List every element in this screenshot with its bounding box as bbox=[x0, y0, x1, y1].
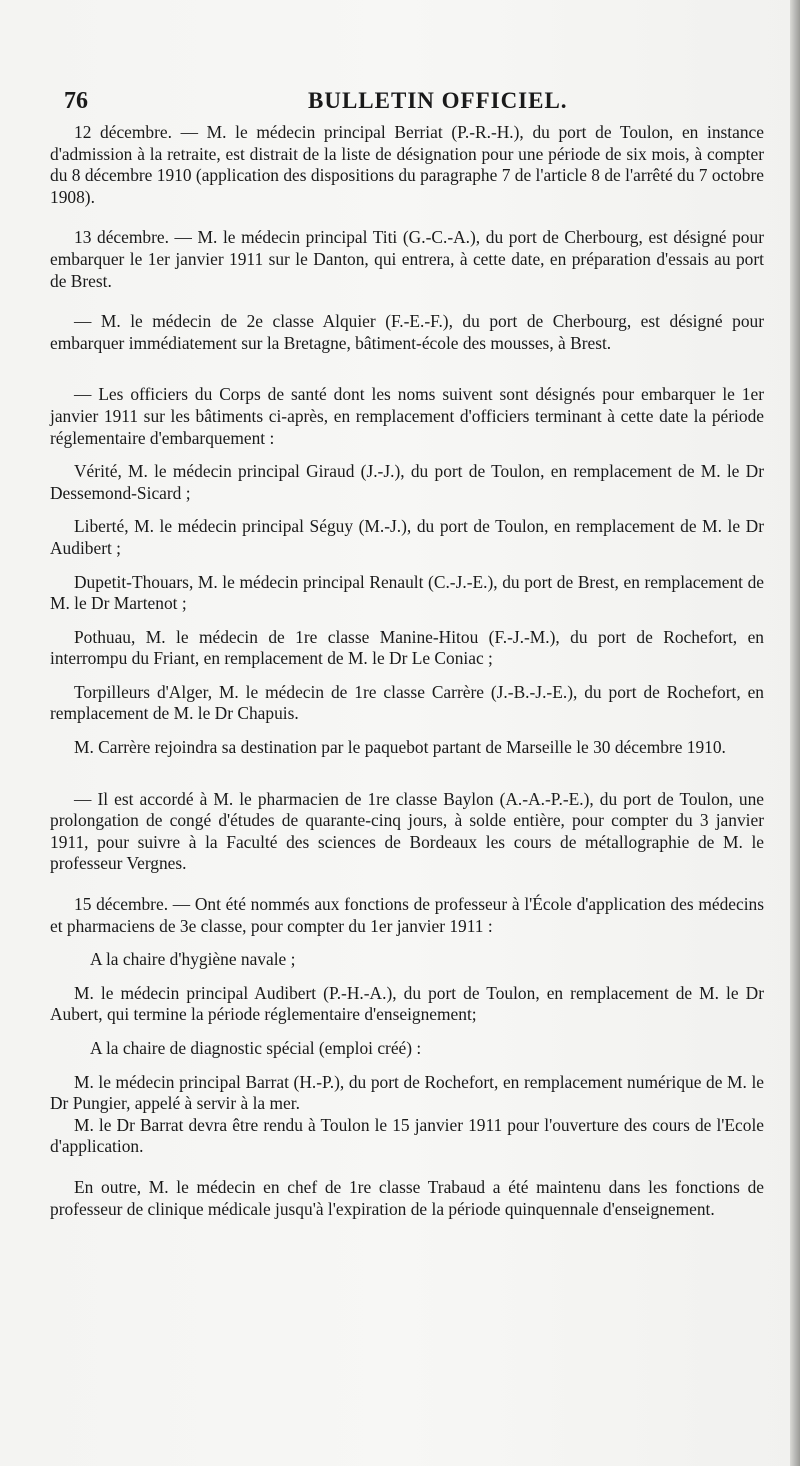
paragraph-barrat-toulon: M. le Dr Barrat devra être rendu à Toulon le 15 janvier 1911 pour l'ouverture des cours de l'Ecole d'application. bbox=[50, 1114, 764, 1157]
paragraph-verite: Vérité, M. le médecin principal Giraud (J.-J.), du port de Toulon, en remplacement de M. le Dr Dessemond-Sicard ; bbox=[50, 461, 764, 503]
paragraph-baylon: — Il est accordé à M. le pharmacien de 1re classe Baylon (A.-A.-P.-E.), du port de Toulon, une prolongation de congé d'études de quarante-cinq jours, à solde entière, pour compter du 3 janvier 1911, pour suivre à la Faculté des sciences de Bordeaux les cours de métallographie de M. le professeur Vergnes. bbox=[50, 788, 764, 874]
page-number: 76 bbox=[64, 88, 88, 114]
paragraph-embarquement-intro: — Les officiers du Corps de santé dont les noms suivent sont désignés pour embarquer le 1er janvier 1911 sur les bâtiments ci-après, en remplacement d'officiers terminant à cette date la période réglementaire d'embarquement : bbox=[50, 384, 764, 448]
paragraph-alquier: — M. le médecin de 2e classe Alquier (F.-E.-F.), du port de Cherbourg, est désigné pour embarquer immédiatement sur la Bretagne, bâtiment-école des mousses, à Brest. bbox=[50, 311, 764, 353]
paragraph-dupetit-thouars: Dupetit-Thouars, M. le médecin principal Renault (C.-J.-E.), du port de Brest, en remplacement de M. le Dr Martenot ; bbox=[50, 571, 764, 614]
page-edge bbox=[790, 0, 800, 1466]
paragraph-berriat: 12 décembre. — M. le médecin principal Berriat (P.-R.-H.), du port de Toulon, en instance d'admission à la retraite, est distrait de la liste de désignation pour une période de six mois, à compter du 8 décembre 1910 (application des dispositions du paragraphe 7 de l'article 8 de l'arrêté du 7 octobre 1908). bbox=[50, 122, 764, 207]
paragraph-carrere: M. Carrère rejoindra sa destination par le paquebot partant de Marseille le 30 décembre 1910. bbox=[74, 737, 726, 758]
page-header bbox=[58, 88, 758, 122]
paragraph-torpilleurs: Torpilleurs d'Alger, M. le médecin de 1re classe Carrère (J.-B.-J.-E.), du port de Rochefort, en remplacement de M. le Dr Chapuis. bbox=[50, 681, 764, 724]
running-title: BULLETIN OFFICIEL. bbox=[308, 88, 568, 113]
paragraph-titi: 13 décembre. — M. le médecin principal Titi (G.-C.-A.), du port de Cherbourg, est désigné pour embarquer le 1er janvier 1911 sur le Danton, qui entrera, à cette date, en préparation d'essais au port de Brest. bbox=[50, 227, 764, 291]
heading-diagnostic-special: A la chaire de diagnostic spécial (emploi créé) : bbox=[90, 1038, 422, 1058]
paragraph-pothuau: Pothuau, M. le médecin de 1re classe Manine-Hitou (F.-J.-M.), du port de Rochefort, en interrompu du Friant, en remplacement de M. le Dr Le Coniac ; bbox=[50, 626, 764, 669]
paragraph-trabaud: En outre, M. le médecin en chef de 1re classe Trabaud a été maintenu dans les fonctions de professeur de clinique médicale jusqu'à l'expiration de la période quinquennale d'enseignement. bbox=[50, 1176, 764, 1219]
paragraph-audibert: M. le médecin principal Audibert (P.-H.-A.), du port de Toulon, en remplacement de M. le Dr Aubert, qui termine la période réglementaire d'enseignement; bbox=[50, 982, 764, 1025]
paragraph-barrat: M. le médecin principal Barrat (H.-P.), du port de Rochefort, en remplacement numérique de M. le Dr Pungier, appelé à servir à la mer. bbox=[50, 1071, 764, 1114]
heading-hygiene-navale: A la chaire d'hygiène navale ; bbox=[90, 949, 296, 970]
paragraph-nominations: 15 décembre. — Ont été nommés aux fonctions de professeur à l'École d'application des médecins et pharmaciens de 3e classe, pour compter du 1er janvier 1911 : bbox=[50, 894, 764, 936]
document-body bbox=[50, 122, 764, 1220]
paragraph-liberte: Liberté, M. le médecin principal Séguy (M.-J.), du port de Toulon, en remplacement de M. le Dr Audibert ; bbox=[50, 516, 764, 558]
